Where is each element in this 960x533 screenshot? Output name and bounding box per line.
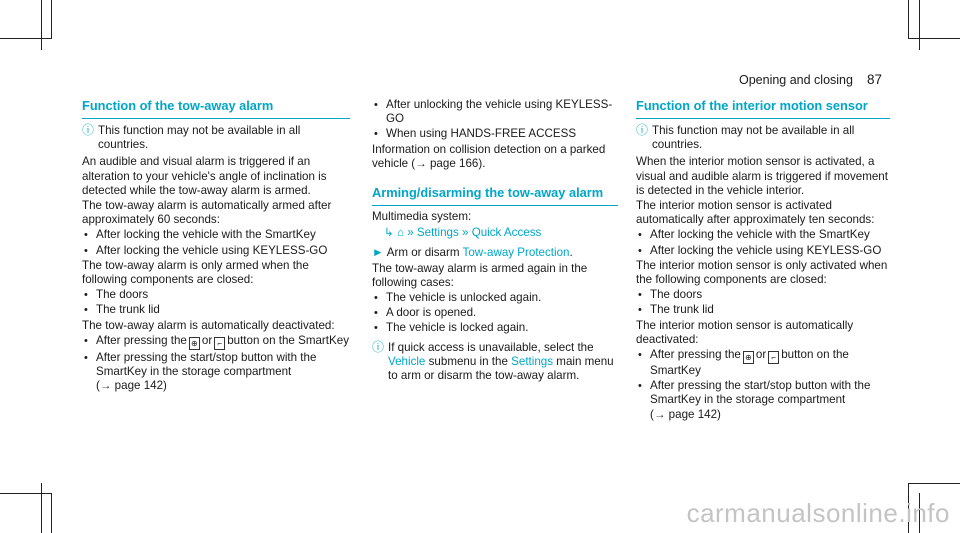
arrow-icon: ↳ [384, 226, 394, 240]
paragraph: Information on collision detection on a parked vehicle (→ page 166). [372, 142, 606, 170]
list-item: • The trunk lid [84, 303, 160, 317]
paragraph: The tow-away alarm is armed again in the following cases: [372, 261, 588, 289]
page-reference: (→ page 142) [96, 379, 167, 393]
heading-tow-away-function: Function of the tow-away alarm [82, 98, 350, 119]
menu-tow-away-protection[interactable]: Tow-away Protection [462, 246, 570, 260]
note-text: This function may not be available in all countries. [98, 124, 301, 152]
crop-mark [0, 493, 52, 494]
info-icon: ⓘ [636, 123, 649, 137]
note [636, 124, 890, 152]
paragraph: The interior motion sensor is automatically deactivated: [636, 318, 854, 346]
bullet-list [636, 348, 890, 422]
note [82, 124, 350, 152]
bullet-list [636, 288, 890, 317]
bullet-list [372, 98, 618, 142]
paragraph: Multimedia system: [372, 210, 472, 224]
step: ► Arm or disarm Tow-away Protection. [372, 246, 573, 260]
double-chevron-icon: » [407, 226, 414, 240]
trunk-key-icon: ⌐ [214, 337, 225, 350]
list-item: • After unlocking the vehicle using KEYLESS-GO [374, 98, 613, 126]
paragraph: The interior motion sensor is only activated when the following components are closed: [636, 258, 888, 287]
bullet-list [636, 228, 890, 257]
section-title: Opening and closing [738, 73, 853, 87]
crop-mark [908, 483, 960, 484]
column-2 [372, 98, 618, 386]
page-number: 87 [866, 72, 882, 87]
list-item: • After locking the vehicle with the SmartKey [84, 228, 316, 242]
list-item: • A door is opened. [374, 306, 477, 320]
trunk-key-icon: ⌐ [768, 351, 779, 364]
note-text: This function may not be available in all countries. [652, 124, 855, 152]
info-icon: ⓘ [372, 339, 385, 354]
paragraph: When the interior motion sensor is activated, a visual and audible alarm is triggered if movement is detected in the vehicle interior. [636, 155, 888, 197]
paragraph: The interior motion sensor is activated automatically after approximately ten seconds: [636, 199, 875, 227]
page-reference: (→ page 142) [650, 407, 721, 421]
home-icon: ⌂ [396, 226, 404, 240]
unlock-key-icon: ⊕ [189, 337, 200, 350]
crop-mark [908, 0, 909, 38]
menu-settings[interactable]: Settings [511, 354, 554, 368]
crop-mark [51, 0, 52, 38]
list-item: • After pressing the start/stop button with the SmartKey in the storage compartment (→ page 142) [84, 350, 317, 393]
list-item: • The trunk lid [638, 303, 714, 317]
menu-quick-access[interactable]: Quick Access [471, 226, 542, 240]
list-item: • The doors [84, 288, 149, 302]
column-3 [636, 98, 890, 423]
paragraph: An audible and visual alarm is triggered if an alteration to your vehicle's angle of inclination is detected while the tow-away alarm is armed. [82, 155, 327, 197]
crop-mark [908, 38, 960, 39]
column-1 [82, 98, 350, 394]
menu-settings[interactable]: Settings [416, 226, 459, 240]
heading-arming-disarming: Arming/disarming the tow-away alarm [372, 185, 618, 206]
double-chevron-icon: » [462, 226, 469, 240]
bullet-list [82, 228, 350, 257]
list-item: • The doors [638, 288, 703, 302]
watermark: carmanualsonline.info [686, 498, 950, 528]
bullet-list [372, 291, 618, 336]
crop-mark [41, 0, 42, 50]
list-item: • After locking the vehicle using KEYLESS-GO [84, 243, 328, 257]
bullet-list [82, 334, 350, 394]
list-item: • After locking the vehicle using KEYLESS-GO [638, 243, 882, 257]
menu-path [372, 226, 618, 240]
menu-vehicle[interactable]: Vehicle [388, 354, 426, 368]
list-item: • The vehicle is locked again. [374, 321, 529, 335]
list-item: • After locking the vehicle with the SmartKey [638, 228, 870, 242]
list-item: • The vehicle is unlocked again. [374, 291, 542, 305]
paragraph: The tow-away alarm is automatically armed after approximately 60 seconds: [82, 199, 332, 227]
unlock-key-icon: ⊕ [743, 351, 754, 364]
crop-mark [41, 483, 42, 533]
list-item: • After pressing the start/stop button with the SmartKey in the storage compartment (→ page 142) [638, 379, 871, 421]
paragraph: The tow-away alarm is automatically deactivated: [82, 318, 335, 332]
heading-interior-motion-sensor: Function of the interior motion sensor [636, 98, 890, 119]
crop-mark [0, 38, 52, 39]
list-item: • When using HANDS-FREE ACCESS [374, 127, 577, 141]
list-item: • After pressing the ⊕ or ⌐ button on the SmartKey [84, 333, 349, 348]
list-item: • After pressing the ⊕ or ⌐ button on the SmartKey [638, 348, 849, 378]
step-arrow-icon: ► [372, 246, 384, 260]
page-header [739, 72, 882, 87]
crop-mark [51, 493, 52, 533]
info-icon: ⓘ [82, 123, 95, 137]
bullet-list [82, 288, 350, 317]
paragraph: The tow-away alarm is only armed when the following components are closed: [82, 258, 309, 287]
crop-mark [919, 0, 920, 50]
note: ⓘ If quick access is unavailable, select the Vehicle submenu in the Settings main menu to arm or disarm the tow-away alarm. [372, 339, 614, 383]
